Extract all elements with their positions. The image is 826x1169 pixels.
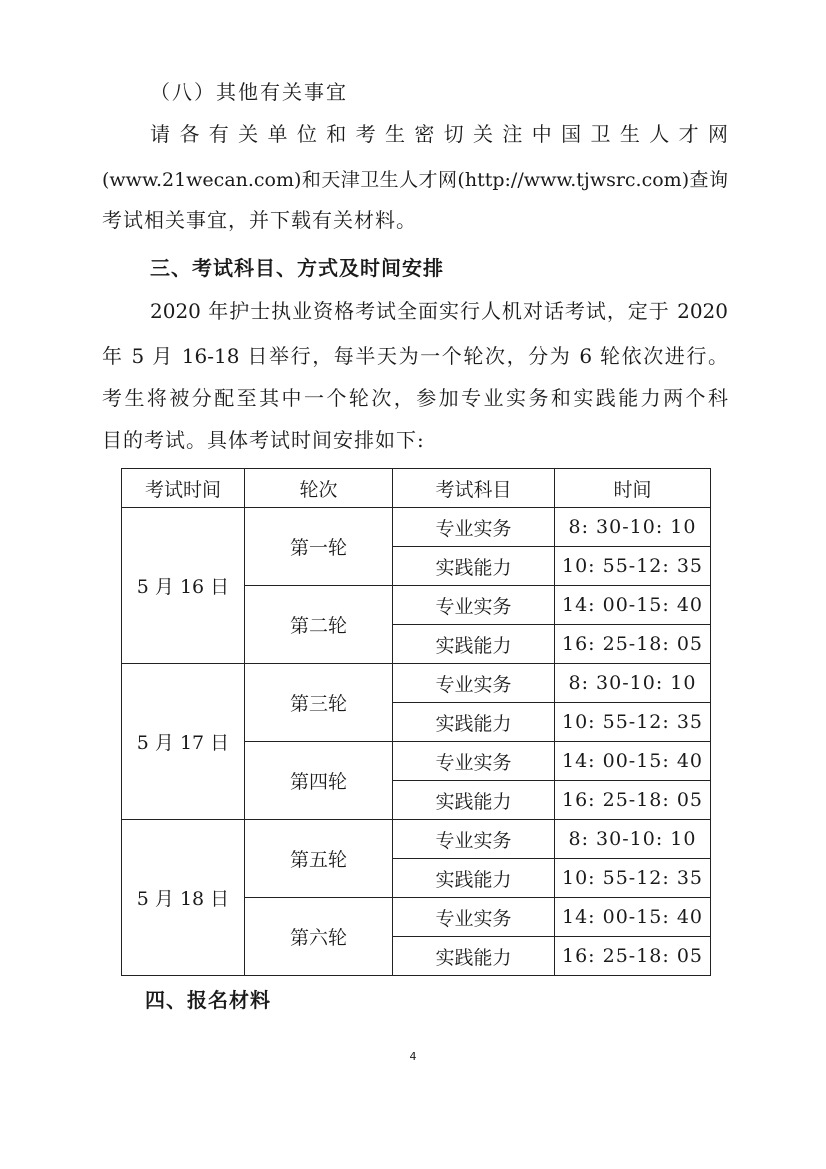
exam-schedule-table xyxy=(121,468,711,976)
time-cell: 10: 55-12: 35 xyxy=(555,703,711,742)
round-cell: 第二轮 xyxy=(245,586,393,664)
subject-cell: 专业实务 xyxy=(393,898,555,937)
time-cell: 16: 25-18: 05 xyxy=(555,781,711,820)
paragraph-line: 年 5 月 16-18 日举行，每半天为一个轮次，分为 6 轮依次进行。 xyxy=(102,344,728,368)
subject-cell: 专业实务 xyxy=(393,742,555,781)
paragraph-line: 考试相关事宜，并下载有关材料。 xyxy=(102,208,417,232)
subject-cell: 专业实务 xyxy=(393,508,555,547)
header-time: 时间 xyxy=(555,469,711,508)
time-cell: 14: 00-15: 40 xyxy=(555,898,711,937)
subject-cell: 实践能力 xyxy=(393,781,555,820)
table-row xyxy=(122,508,711,547)
time-cell: 16: 25-18: 05 xyxy=(555,625,711,664)
subject-cell: 实践能力 xyxy=(393,547,555,586)
time-cell: 10: 55-12: 35 xyxy=(555,859,711,898)
date-cell: 5 月 16 日 xyxy=(122,508,245,664)
round-cell: 第六轮 xyxy=(245,898,393,976)
time-cell: 8: 30-10: 10 xyxy=(555,820,711,859)
round-cell: 第五轮 xyxy=(245,820,393,898)
paragraph-line: (www.21wecan.com)和天津卫生人才网(http://www.tjwsrc.com)查询 xyxy=(102,169,728,191)
table-header-row xyxy=(122,469,711,508)
time-cell: 16: 25-18: 05 xyxy=(555,937,711,976)
header-round: 轮次 xyxy=(245,469,393,508)
subject-cell: 专业实务 xyxy=(393,586,555,625)
time-cell: 8: 30-10: 10 xyxy=(555,508,711,547)
time-cell: 8: 30-10: 10 xyxy=(555,664,711,703)
subject-cell: 实践能力 xyxy=(393,625,555,664)
round-cell: 第四轮 xyxy=(245,742,393,820)
header-exam-date: 考试时间 xyxy=(122,469,245,508)
header-subject: 考试科目 xyxy=(393,469,555,508)
round-cell: 第三轮 xyxy=(245,664,393,742)
time-cell: 14: 00-15: 40 xyxy=(555,586,711,625)
time-cell: 10: 55-12: 35 xyxy=(555,547,711,586)
subject-cell: 实践能力 xyxy=(393,703,555,742)
paragraph-line: 考生将被分配至其中一个轮次，参加专业实务和实践能力两个科 xyxy=(102,386,728,410)
subject-cell: 专业实务 xyxy=(393,820,555,859)
round-cell: 第一轮 xyxy=(245,508,393,586)
subject-cell: 实践能力 xyxy=(393,859,555,898)
paragraph-line: 请各有关单位和考生密切关注中国卫生人才网 xyxy=(150,122,728,146)
subject-cell: 专业实务 xyxy=(393,664,555,703)
section-3-heading: 三、考试科目、方式及时间安排 xyxy=(150,256,444,280)
section-8-heading: （八）其他有关事宜 xyxy=(150,80,348,104)
paragraph-line: 目的考试。具体考试时间安排如下: xyxy=(102,428,425,452)
subject-cell: 实践能力 xyxy=(393,937,555,976)
time-cell: 14: 00-15: 40 xyxy=(555,742,711,781)
paragraph-line: 2020 年护士执业资格考试全面实行人机对话考试，定于 2020 xyxy=(150,299,728,323)
table-row xyxy=(122,820,711,859)
date-cell: 5 月 17 日 xyxy=(122,664,245,820)
date-cell: 5 月 18 日 xyxy=(122,820,245,976)
table-row xyxy=(122,664,711,703)
section-4-heading: 四、报名材料 xyxy=(145,988,271,1012)
page-number: 4 xyxy=(409,1050,417,1063)
